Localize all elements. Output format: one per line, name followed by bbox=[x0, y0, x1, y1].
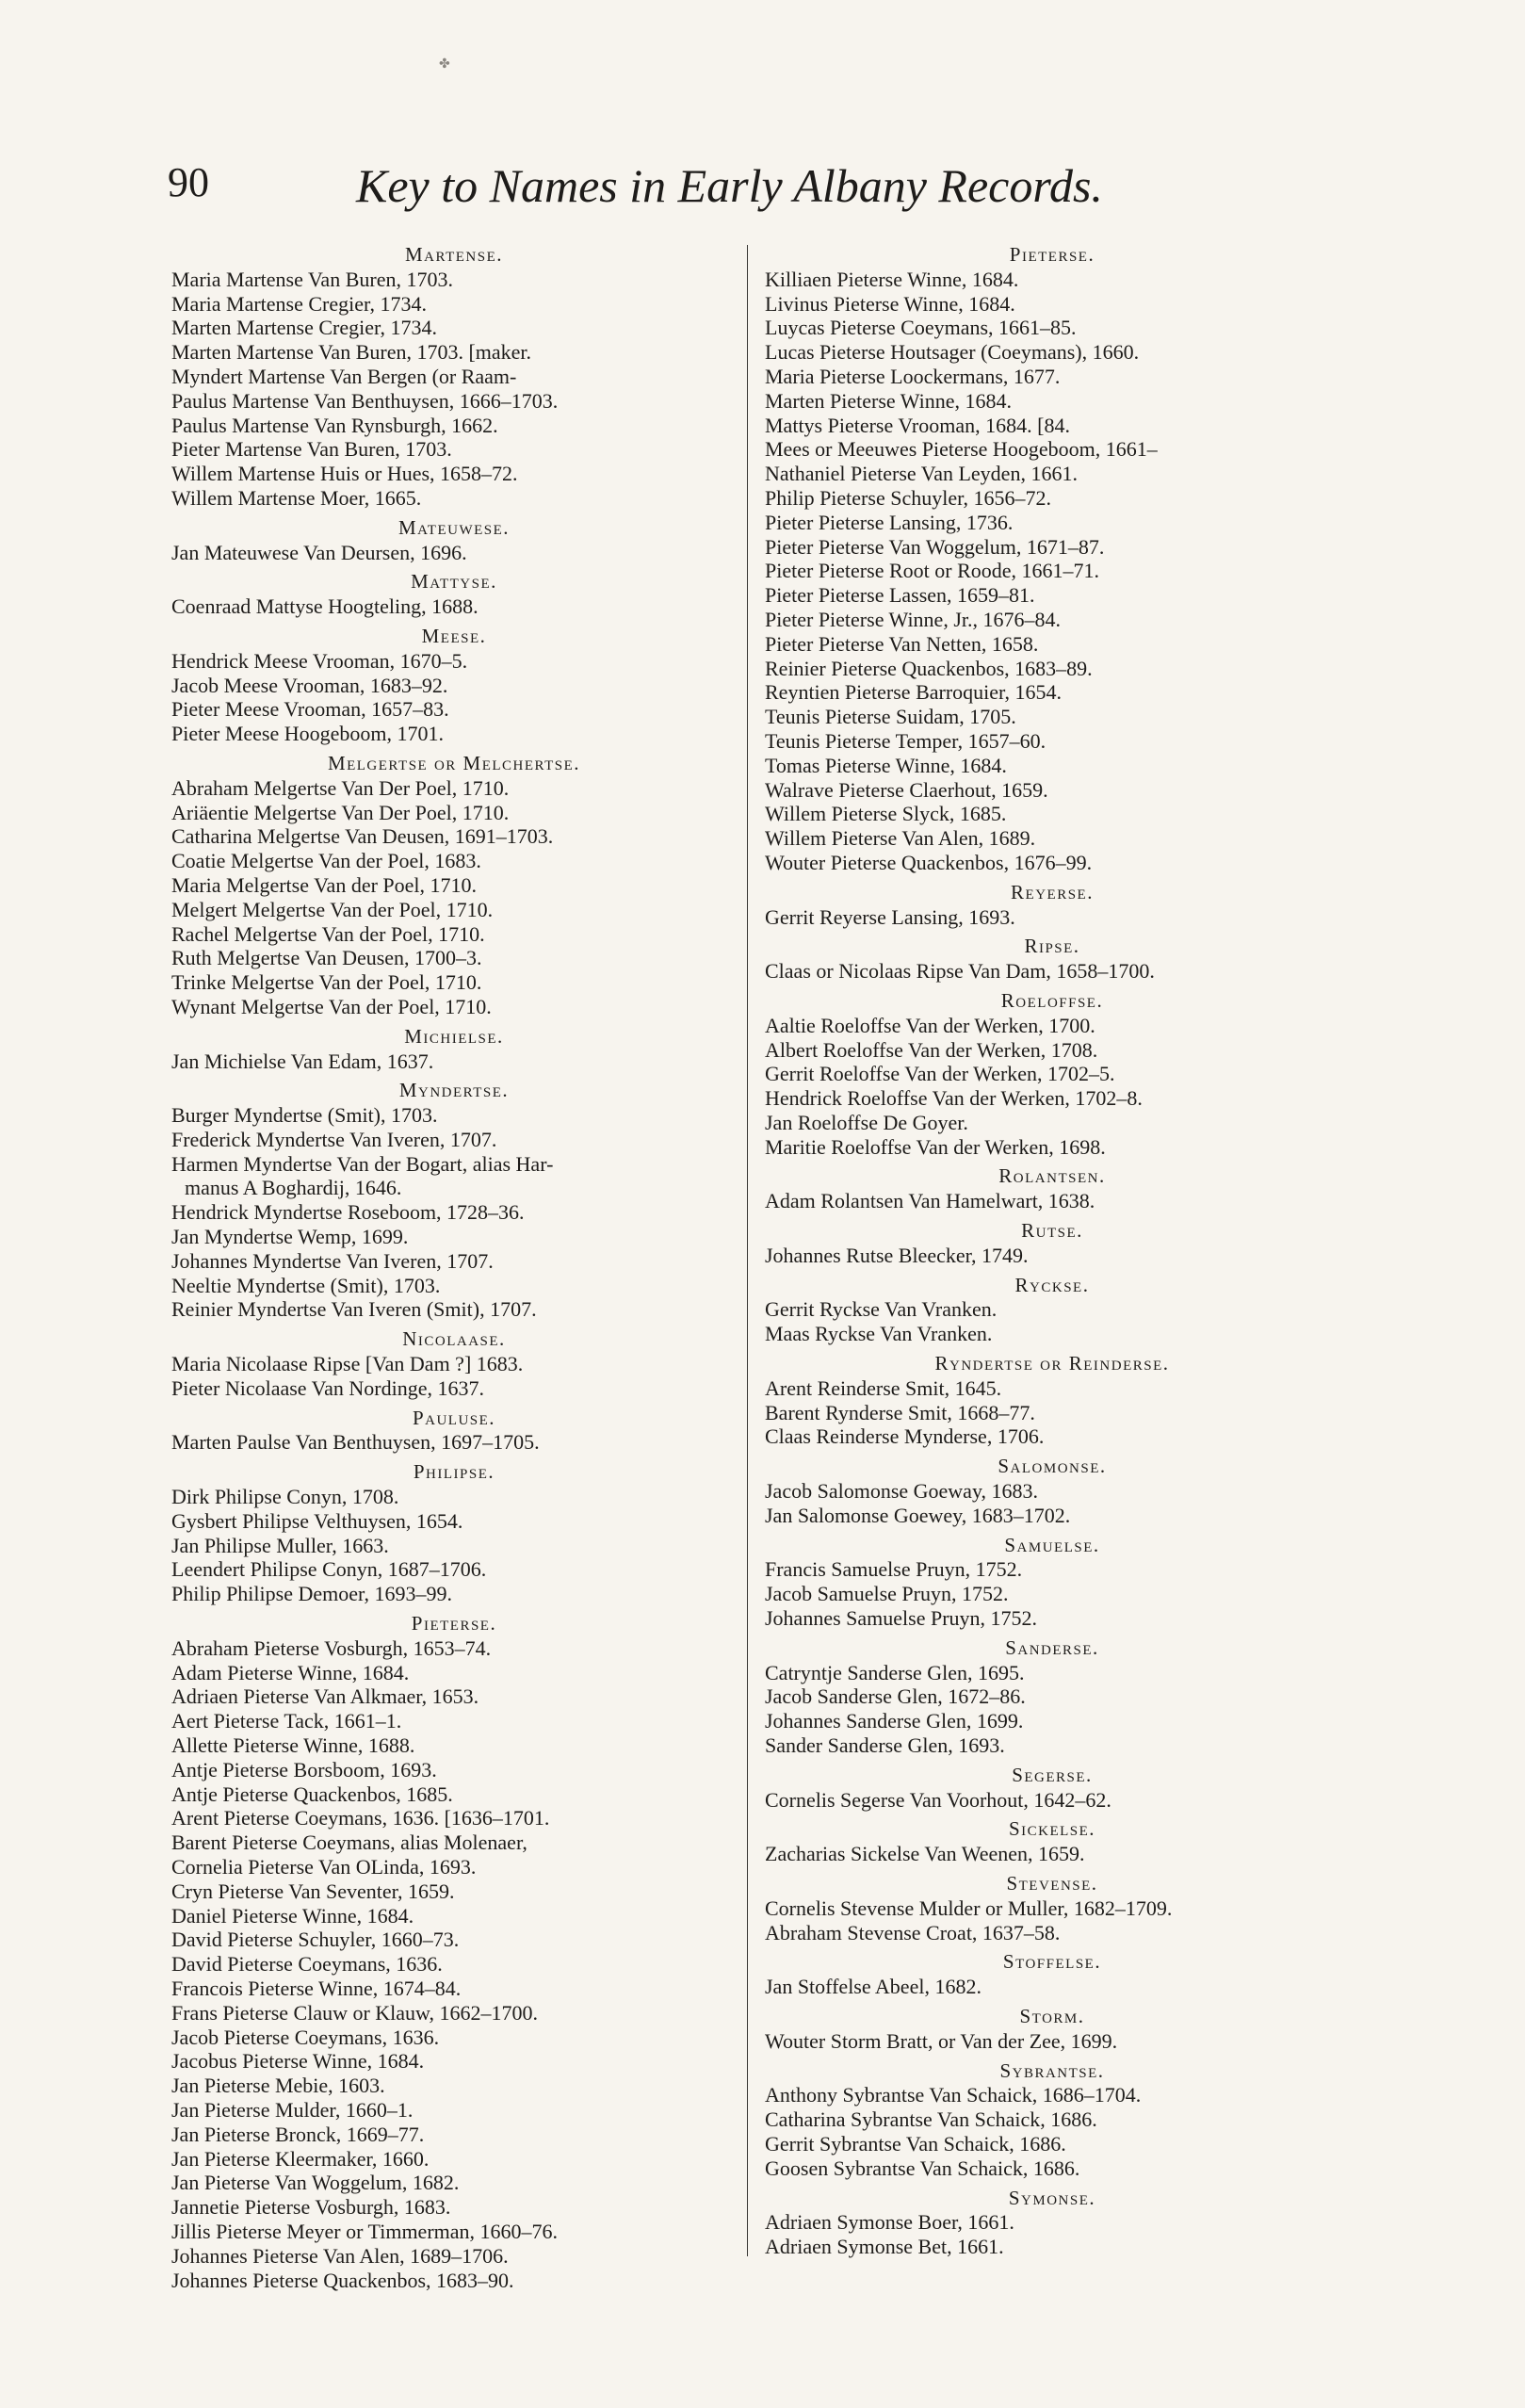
name-entry: Harmen Myndertse Van der Bogart, alias Har- bbox=[171, 1151, 554, 1176]
name-entry: Aaltie Roeloffse Van der Werken, 1700. bbox=[765, 1013, 1095, 1037]
section-heading: Michielse. bbox=[404, 1024, 504, 1048]
name-entry: Antje Pieterse Borsboom, 1693. bbox=[171, 1757, 437, 1782]
name-entry: Barent Rynderse Smit, 1668–77. bbox=[765, 1400, 1035, 1424]
name-entry: Jillis Pieterse Meyer or Timmerman, 1660–76. bbox=[171, 2219, 559, 2243]
name-section bbox=[171, 1327, 737, 1400]
name-section bbox=[171, 752, 737, 1019]
page-smudge: ✤ bbox=[439, 57, 450, 72]
name-section bbox=[765, 2059, 1339, 2181]
name-section bbox=[171, 1407, 737, 1456]
name-entry: Maria Martense Van Buren, 1703. bbox=[171, 267, 453, 291]
name-entry: Marten Martense Cregier, 1734. bbox=[171, 316, 437, 340]
section-heading: Segerse. bbox=[1012, 1763, 1093, 1786]
name-entry: Abraham Pieterse Vosburgh, 1653–74. bbox=[171, 1635, 492, 1660]
name-entry: Willem Pieterse Slyck, 1685. bbox=[765, 802, 1007, 826]
name-entry: Aert Pieterse Tack, 1661–1. bbox=[171, 1709, 402, 1733]
name-section bbox=[171, 1025, 737, 1074]
name-section bbox=[171, 625, 737, 746]
name-section bbox=[765, 1352, 1339, 1449]
name-section bbox=[765, 1950, 1339, 1999]
name-entry: Gerrit Sybrantse Van Schaick, 1686. bbox=[765, 2131, 1066, 2156]
name-entry: Jan Pieterse Kleermaker, 1660. bbox=[171, 2146, 430, 2171]
name-entry: Wouter Storm Bratt, or Van der Zee, 1699. bbox=[765, 2028, 1118, 2053]
name-section bbox=[171, 1460, 737, 1606]
name-entry: Willem Pieterse Van Alen, 1689. bbox=[765, 826, 1036, 851]
name-entry: Claas Reinderse Mynderse, 1706. bbox=[765, 1424, 1045, 1449]
section-heading: Salomonse. bbox=[998, 1455, 1107, 1478]
section-heading: Melgertse or Melchertse. bbox=[327, 751, 581, 774]
name-entry: Jan Pieterse Mebie, 1603. bbox=[171, 2074, 385, 2098]
name-entry: Hendrick Roeloffse Van der Werken, 1702–8. bbox=[765, 1086, 1143, 1111]
column-divider bbox=[747, 245, 748, 2256]
name-entry: Philip Pieterse Schuyler, 1656–72. bbox=[765, 485, 1052, 510]
name-entry: Coatie Melgertse Van der Poel, 1683. bbox=[171, 849, 481, 873]
name-entry: Leendert Philipse Conyn, 1687–1706. bbox=[171, 1557, 487, 1582]
name-entry: Mattys Pieterse Vrooman, 1684. [84. bbox=[765, 413, 1070, 437]
name-section bbox=[765, 1274, 1339, 1346]
section-heading: Reyerse. bbox=[1011, 880, 1094, 903]
name-section bbox=[765, 1534, 1339, 1631]
name-entry: Jan Philipse Muller, 1663. bbox=[171, 1533, 389, 1557]
name-entry: Paulus Martense Van Benthuysen, 1666–1703. bbox=[171, 388, 559, 413]
name-entry: Gerrit Ryckse Van Vranken. bbox=[765, 1297, 998, 1322]
name-entry: Mees or Meeuwes Pieterse Hoogeboom, 1661– bbox=[765, 437, 1158, 462]
name-entry: Maria Melgertse Van der Poel, 1710. bbox=[171, 872, 478, 897]
name-entry: Jan Michielse Van Edam, 1637. bbox=[171, 1049, 434, 1073]
name-entry: manus A Boghardij, 1646. bbox=[185, 1176, 402, 1200]
name-entry: Ruth Melgertse Van Deusen, 1700–3. bbox=[171, 946, 482, 970]
name-entry: Jan Stoffelse Abeel, 1682. bbox=[765, 1975, 982, 1999]
name-entry: Pieter Meese Vrooman, 1657–83. bbox=[171, 697, 449, 722]
name-entry: Trinke Melgertse Van der Poel, 1710. bbox=[171, 970, 482, 995]
section-heading: Ripse. bbox=[1024, 935, 1080, 958]
section-heading: Sickelse. bbox=[1008, 1817, 1096, 1841]
name-entry: Rachel Melgertse Van der Poel, 1710. bbox=[171, 921, 485, 946]
section-heading: Roeloffse. bbox=[1000, 988, 1104, 1012]
name-entry: Jan Mateuwese Van Deursen, 1696. bbox=[171, 540, 467, 564]
name-entry: Catharina Melgertse Van Deusen, 1691–1703. bbox=[171, 824, 554, 849]
name-entry: Francois Pieterse Winne, 1674–84. bbox=[171, 1976, 462, 2000]
name-entry: Willem Martense Huis or Hues, 1658–72. bbox=[171, 462, 518, 486]
name-entry: Adriaen Symonse Boer, 1661. bbox=[765, 2210, 1014, 2235]
name-entry: Abraham Stevense Croat, 1637–58. bbox=[765, 1920, 1061, 1944]
section-heading: Stevense. bbox=[1006, 1872, 1098, 1895]
name-entry: Johannes Pieterse Van Alen, 1689–1706. bbox=[171, 2243, 509, 2268]
name-entry: Antje Pieterse Quackenbos, 1685. bbox=[171, 1782, 453, 1806]
name-entry: Burger Myndertse (Smit), 1703. bbox=[171, 1103, 438, 1128]
section-heading: Myndertse. bbox=[398, 1079, 510, 1102]
name-entry: Jacobus Pieterse Winne, 1684. bbox=[171, 2049, 425, 2074]
name-entry: Gerrit Reyerse Lansing, 1693. bbox=[765, 904, 1015, 929]
section-heading: Meese. bbox=[421, 624, 487, 647]
name-entry: Jan Roeloffse De Goyer. bbox=[765, 1110, 968, 1134]
section-heading: Mateuwese. bbox=[397, 515, 511, 539]
name-entry: Adam Pieterse Winne, 1684. bbox=[171, 1660, 410, 1684]
name-entry: Catryntje Sanderse Glen, 1695. bbox=[765, 1660, 1025, 1684]
name-entry: Cornelis Stevense Mulder or Muller, 1682–1709. bbox=[765, 1895, 1173, 1920]
name-entry: David Pieterse Schuyler, 1660–73. bbox=[171, 1928, 460, 1952]
name-section bbox=[765, 1219, 1339, 1268]
name-entry: Pieter Pieterse Winne, Jr., 1676–84. bbox=[765, 607, 1061, 631]
name-section bbox=[765, 1872, 1339, 1944]
name-entry: Maria Pieterse Loockermans, 1677. bbox=[765, 364, 1061, 388]
name-entry: Arent Pieterse Coeymans, 1636. [1636–1701. bbox=[171, 1806, 550, 1830]
name-entry: Pieter Pieterse Van Woggelum, 1671–87. bbox=[765, 534, 1105, 559]
section-heading: Mattyse. bbox=[411, 570, 497, 594]
name-entry: Abraham Melgertse Van Der Poel, 1710. bbox=[171, 775, 510, 800]
name-entry: Arent Reinderse Smit, 1645. bbox=[765, 1375, 1002, 1400]
name-entry: Frederick Myndertse Van Iveren, 1707. bbox=[171, 1127, 497, 1151]
name-entry: Goosen Sybrantse Van Schaick, 1686. bbox=[765, 2156, 1080, 2180]
name-entry: Zacharias Sickelse Van Weenen, 1659. bbox=[765, 1842, 1085, 1866]
section-heading: Martense. bbox=[404, 243, 504, 266]
name-entry: Reinier Myndertse Van Iveren (Smit), 1707. bbox=[171, 1297, 537, 1322]
name-entry: Hendrick Myndertse Roseboom, 1728–36. bbox=[171, 1200, 525, 1225]
name-entry: Jacob Sanderse Glen, 1672–86. bbox=[765, 1684, 1026, 1709]
name-entry: Johannes Myndertse Van Iveren, 1707. bbox=[171, 1248, 494, 1273]
name-entry: Adriaen Symonse Bet, 1661. bbox=[765, 2235, 1004, 2259]
name-section bbox=[765, 2187, 1339, 2259]
name-entry: Maria Martense Cregier, 1734. bbox=[171, 291, 427, 316]
name-entry: Cornelia Pieterse Van OLinda, 1693. bbox=[171, 1855, 477, 1879]
name-entry: Teunis Pieterse Suidam, 1705. bbox=[765, 705, 1016, 729]
name-entry: Maritie Roeloffse Van der Werken, 1698. bbox=[765, 1134, 1106, 1159]
section-heading: Pieterse. bbox=[411, 1612, 497, 1635]
left-column bbox=[171, 243, 737, 2292]
name-section bbox=[171, 1612, 737, 2292]
name-entry: Johannes Sanderse Glen, 1699. bbox=[765, 1709, 1024, 1733]
page-header bbox=[168, 158, 1147, 224]
name-entry: Allette Pieterse Winne, 1688. bbox=[171, 1733, 415, 1758]
name-entry: Pieter Pieterse Root or Roode, 1661–71. bbox=[765, 559, 1100, 583]
name-entry: Lucas Pieterse Houtsager (Coeymans), 1660. bbox=[765, 340, 1140, 365]
name-section bbox=[171, 1079, 737, 1322]
name-entry: Jacob Samuelse Pruyn, 1752. bbox=[765, 1582, 1009, 1606]
name-entry: Adam Rolantsen Van Hamelwart, 1638. bbox=[765, 1189, 1095, 1213]
name-section bbox=[765, 1817, 1339, 1866]
name-entry: Barent Pieterse Coeymans, alias Molenaer, bbox=[171, 1830, 527, 1855]
section-heading: Pauluse. bbox=[412, 1406, 496, 1429]
name-entry: Catharina Sybrantse Van Schaick, 1686. bbox=[765, 2107, 1097, 2132]
name-section bbox=[765, 1636, 1339, 1758]
page-number: 90 bbox=[168, 159, 209, 205]
name-section bbox=[765, 1764, 1339, 1813]
name-entry: Jan Myndertse Wemp, 1699. bbox=[171, 1225, 409, 1249]
section-heading: Philipse. bbox=[413, 1460, 495, 1484]
name-entry: Sander Sanderse Glen, 1693. bbox=[765, 1733, 1005, 1758]
name-entry: Dirk Philipse Conyn, 1708. bbox=[171, 1485, 399, 1509]
name-entry: Jannetie Pieterse Vosburgh, 1683. bbox=[171, 2195, 451, 2220]
name-entry: Frans Pieterse Clauw or Klauw, 1662–1700. bbox=[171, 2000, 539, 2025]
name-entry: Luycas Pieterse Coeymans, 1661–85. bbox=[765, 316, 1077, 340]
name-entry: Maria Nicolaase Ripse [Van Dam ?] 1683. bbox=[171, 1352, 524, 1376]
name-entry: Johannes Samuelse Pruyn, 1752. bbox=[765, 1606, 1038, 1631]
name-entry: Ariäentie Melgertse Van Der Poel, 1710. bbox=[171, 800, 510, 824]
name-section bbox=[765, 243, 1339, 875]
name-entry: Jan Pieterse Bronck, 1669–77. bbox=[171, 2122, 425, 2146]
name-entry: Jan Pieterse Van Woggelum, 1682. bbox=[171, 2171, 460, 2195]
name-entry: Wouter Pieterse Quackenbos, 1676–99. bbox=[765, 850, 1093, 874]
name-section bbox=[171, 243, 737, 511]
name-entry: Marten Paulse Van Benthuysen, 1697–1705. bbox=[171, 1430, 540, 1455]
name-section bbox=[765, 1455, 1339, 1527]
running-title: Key to Names in Early Albany Records. bbox=[356, 159, 1103, 212]
section-heading: Storm. bbox=[1019, 2004, 1085, 2027]
name-entry: Coenraad Mattyse Hoogteling, 1688. bbox=[171, 594, 479, 619]
section-heading: Ryckse. bbox=[1014, 1273, 1090, 1296]
name-entry: Reyntien Pieterse Barroquier, 1654. bbox=[765, 680, 1062, 705]
name-section bbox=[171, 516, 737, 565]
section-heading: Rutse. bbox=[1021, 1219, 1083, 1243]
name-entry: Johannes Pieterse Quackenbos, 1683–90. bbox=[171, 2268, 514, 2292]
section-heading: Samuelse. bbox=[1004, 1533, 1100, 1556]
name-entry: Livinus Pieterse Winne, 1684. bbox=[765, 291, 1015, 316]
name-entry: Philip Philipse Demoer, 1693–99. bbox=[171, 1582, 452, 1606]
name-entry: Willem Martense Moer, 1665. bbox=[171, 485, 422, 510]
name-entry: Anthony Sybrantse Van Schaick, 1686–1704. bbox=[765, 2083, 1142, 2107]
name-section bbox=[765, 935, 1339, 984]
name-entry: Pieter Pieterse Lassen, 1659–81. bbox=[765, 583, 1035, 608]
name-section bbox=[765, 2005, 1339, 2054]
name-entry: Johannes Rutse Bleecker, 1749. bbox=[765, 1243, 1029, 1267]
name-entry: Pieter Martense Van Buren, 1703. bbox=[171, 437, 452, 462]
name-section bbox=[171, 570, 737, 619]
section-heading: Sybrantse. bbox=[999, 2058, 1105, 2082]
name-entry: Jacob Pieterse Coeymans, 1636. bbox=[171, 2025, 440, 2049]
name-entry: Melgert Melgertse Van der Poel, 1710. bbox=[171, 897, 494, 921]
name-entry: Walrave Pieterse Claerhout, 1659. bbox=[765, 777, 1048, 802]
section-heading: Nicolaase. bbox=[402, 1327, 506, 1351]
name-entry: Pieter Pieterse Van Netten, 1658. bbox=[765, 631, 1039, 656]
name-entry: Killiaen Pieterse Winne, 1684. bbox=[765, 267, 1019, 291]
name-entry: Adriaen Pieterse Van Alkmaer, 1653. bbox=[171, 1684, 479, 1709]
name-entry: Marten Martense Van Buren, 1703. [maker. bbox=[171, 340, 532, 365]
name-entry: Jacob Salomonse Goeway, 1683. bbox=[765, 1479, 1039, 1504]
name-entry: David Pieterse Coeymans, 1636. bbox=[171, 1952, 443, 1977]
section-heading: Symonse. bbox=[1008, 2186, 1096, 2209]
section-heading: Sanderse. bbox=[1005, 1635, 1099, 1659]
name-entry: Jan Pieterse Mulder, 1660–1. bbox=[171, 2097, 414, 2122]
section-heading: Stoffelse. bbox=[1002, 1950, 1102, 1974]
name-entry: Pieter Pieterse Lansing, 1736. bbox=[765, 510, 1014, 534]
name-entry: Pieter Meese Hoogeboom, 1701. bbox=[171, 722, 444, 746]
name-entry: Nathaniel Pieterse Van Leyden, 1661. bbox=[765, 462, 1078, 486]
name-entry: Tomas Pieterse Winne, 1684. bbox=[765, 753, 1007, 777]
name-entry: Jan Salomonse Goewey, 1683–1702. bbox=[765, 1503, 1071, 1527]
name-section bbox=[765, 989, 1339, 1160]
right-column bbox=[765, 243, 1339, 2259]
name-entry: Myndert Martense Van Bergen (or Raam- bbox=[171, 364, 517, 388]
name-entry: Maas Ryckse Van Vranken. bbox=[765, 1322, 993, 1346]
name-entry: Reinier Pieterse Quackenbos, 1683–89. bbox=[765, 656, 1093, 680]
name-section bbox=[765, 1164, 1339, 1213]
name-entry: Neeltie Myndertse (Smit), 1703. bbox=[171, 1273, 441, 1297]
section-heading: Rolantsen. bbox=[998, 1164, 1106, 1188]
name-entry: Gerrit Roeloffse Van der Werken, 1702–5. bbox=[765, 1062, 1115, 1086]
section-heading: Ryndertse or Reinderse. bbox=[934, 1352, 1170, 1375]
name-entry: Teunis Pieterse Temper, 1657–60. bbox=[765, 728, 1046, 753]
name-entry: Gysbert Philipse Velthuysen, 1654. bbox=[171, 1508, 463, 1533]
name-entry: Daniel Pieterse Winne, 1684. bbox=[171, 1903, 414, 1928]
name-entry: Jacob Meese Vrooman, 1683–92. bbox=[171, 673, 448, 697]
name-entry: Marten Pieterse Winne, 1684. bbox=[765, 388, 1013, 413]
name-entry: Pieter Nicolaase Van Nordinge, 1637. bbox=[171, 1375, 484, 1400]
name-entry: Cryn Pieterse Van Seventer, 1659. bbox=[171, 1879, 455, 1903]
section-heading: Pieterse. bbox=[1009, 243, 1095, 266]
name-entry: Albert Roeloffse Van der Werken, 1708. bbox=[765, 1037, 1098, 1062]
name-entry: Hendrick Meese Vrooman, 1670–5. bbox=[171, 648, 468, 673]
name-entry: Wynant Melgertse Van der Poel, 1710. bbox=[171, 994, 492, 1018]
name-entry: Paulus Martense Van Rynsburgh, 1662. bbox=[171, 413, 498, 437]
name-entry: Claas or Nicolaas Ripse Van Dam, 1658–1700. bbox=[765, 959, 1155, 984]
name-entry: Francis Samuelse Pruyn, 1752. bbox=[765, 1557, 1023, 1582]
name-entry: Cornelis Segerse Van Voorhout, 1642–62. bbox=[765, 1787, 1111, 1812]
name-section bbox=[765, 881, 1339, 930]
